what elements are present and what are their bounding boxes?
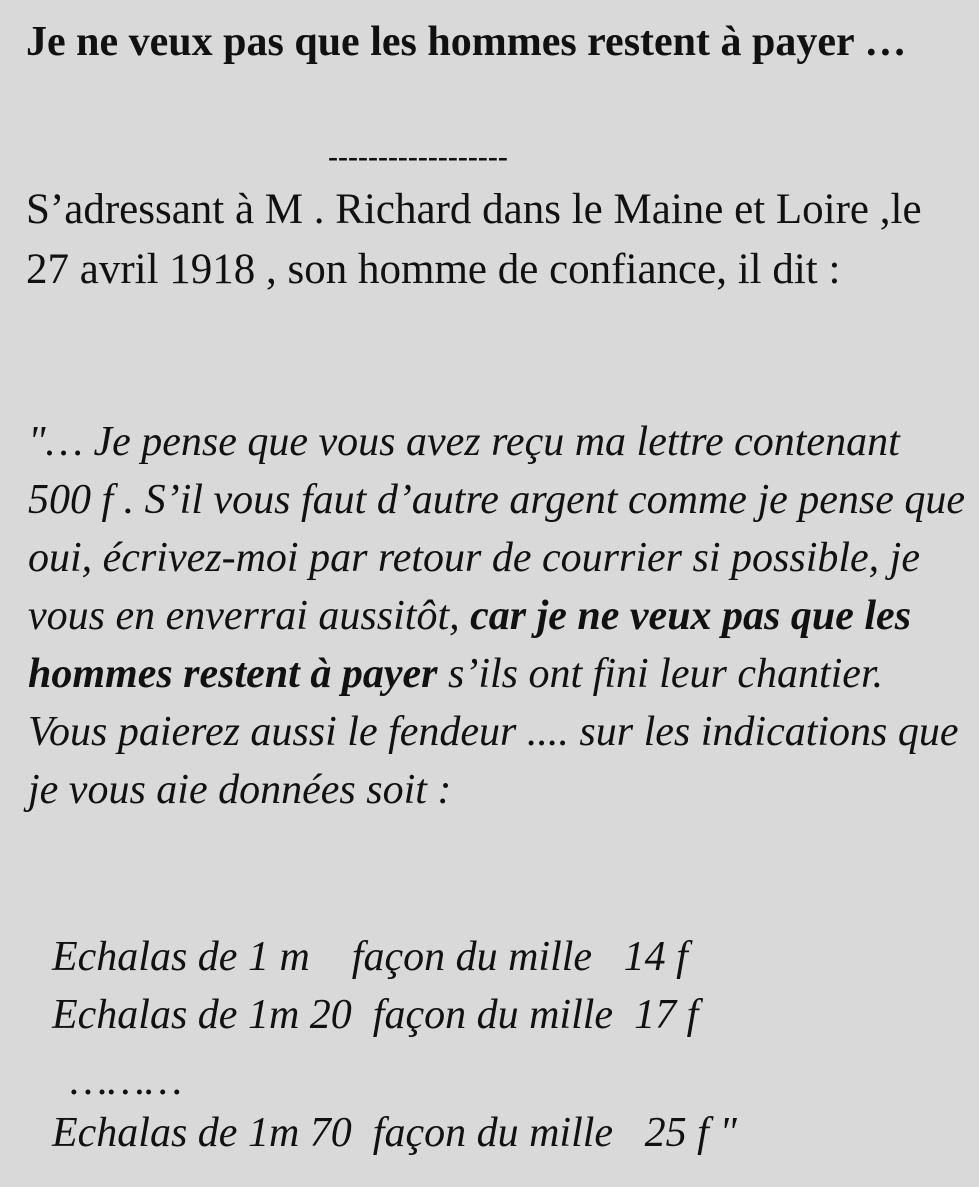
price-row: Echalas de 1 m façon du mille 14 f bbox=[52, 934, 688, 980]
document-title: Je ne veux pas que les hommes restent à payer … bbox=[26, 19, 907, 65]
price-row: Echalas de 1m 70 façon du mille 25 f " bbox=[52, 1110, 737, 1156]
ellipsis-row: ……… bbox=[70, 1058, 183, 1104]
quote-text-part3: Vous paierez aussi le fendeur .... sur les indications que je vous aie données soit : bbox=[28, 709, 959, 813]
divider-line: ------------------ bbox=[328, 140, 508, 173]
quote-text-part1: "… Je pense que vous avez reçu ma lettre contenant 500 f . S’il vous faut d’autre argent comme je pense que oui, écrivez-moi par retour de courrier si possible, je vous en enverrai aussitôt, bbox=[28, 419, 966, 639]
quote-text-part2: s’ils ont fini leur chantier. bbox=[437, 651, 884, 697]
quote-emphasis: car je ne veux pas que les hommes restent à payer bbox=[28, 593, 912, 697]
quoted-letter bbox=[28, 413, 968, 819]
price-row: Echalas de 1m 20 façon du mille 17 f bbox=[52, 992, 699, 1038]
intro-paragraph: S’adressant à M . Richard dans le Maine et Loire ,le 27 avril 1918 , son homme de confiance, il dit : bbox=[26, 186, 922, 293]
